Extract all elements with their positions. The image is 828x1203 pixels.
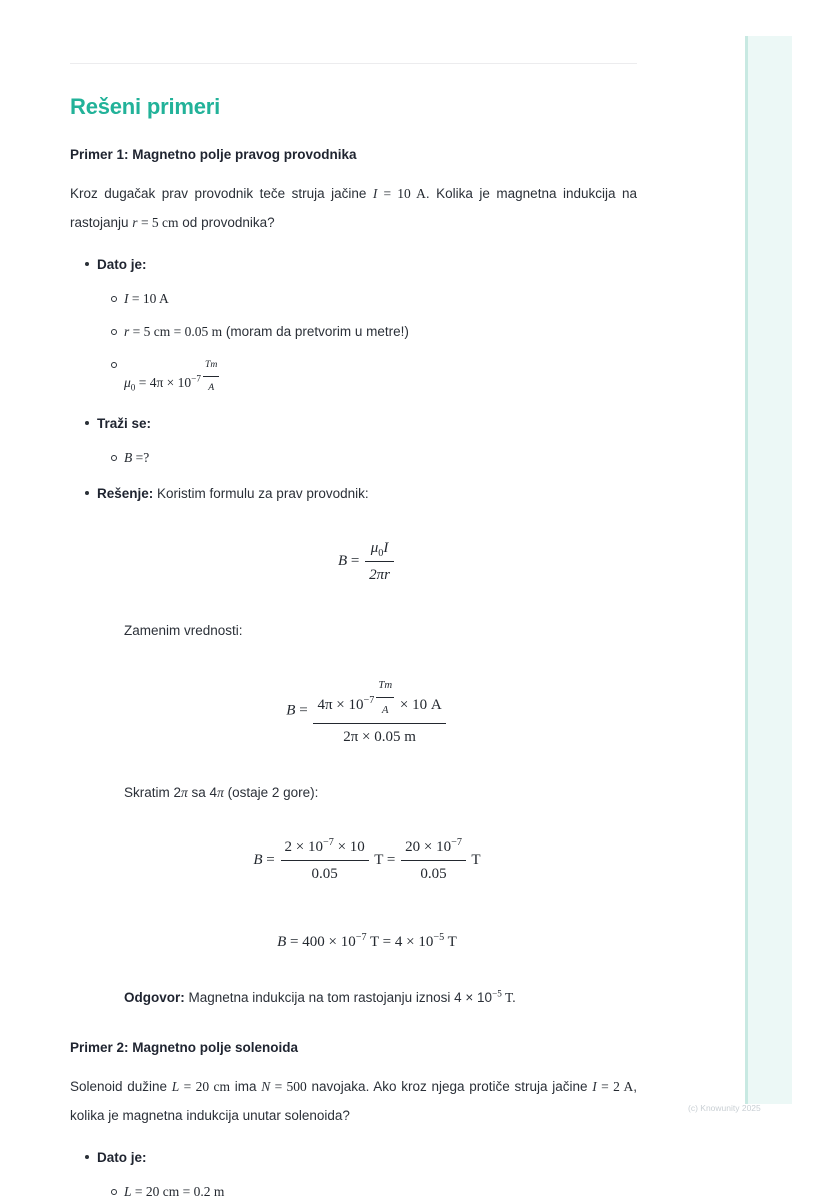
- right-decorative-strip: [745, 36, 792, 1104]
- answer-line: [124, 986, 637, 1010]
- eq2-num-b: × 10 A: [396, 697, 442, 714]
- document-content: [70, 0, 637, 1203]
- p2-value-N: = 500: [270, 1079, 307, 1094]
- given-item-current: [97, 288, 637, 310]
- find-symbol-B: B: [124, 450, 133, 465]
- answer-text-b: T.: [501, 990, 516, 1005]
- value-I: = 10 A: [377, 186, 426, 201]
- eq1-fraction: [365, 536, 394, 587]
- eq3-num2-a: 20 × 10: [405, 839, 452, 855]
- example-1-title: Primer 1: Magnetno polje pravog provodnika: [70, 147, 357, 162]
- find-item-B: [97, 447, 637, 469]
- given-symbol-I: I: [124, 291, 129, 306]
- eq4-part-c: T: [444, 934, 457, 950]
- example-2-list: [70, 1146, 637, 1203]
- p2-value-I: = 2 A: [596, 1079, 634, 1094]
- value-r: = 5 cm: [137, 215, 179, 230]
- eq3-equals-2: =: [383, 851, 400, 868]
- given-label: Dato je:: [97, 257, 147, 272]
- answer-label: Odgovor:: [124, 990, 185, 1005]
- eq2-unit-fraction: [376, 673, 394, 722]
- given-symbol-r: r: [124, 324, 130, 339]
- p2-text-d: , kolika je magnetna indukcija unutar solenoida?: [70, 1079, 637, 1123]
- mu-unit-numerator: Tm: [204, 359, 218, 370]
- p2-text-a: Solenoid dužine: [70, 1079, 172, 1094]
- eq3-equals-1: =: [262, 851, 279, 868]
- eq2-fraction: [313, 673, 445, 749]
- answer-text-a: Magnetna indukcija na tom rastojanju iznosi 4 × 10: [184, 990, 493, 1005]
- find-label: Traži se:: [97, 416, 152, 431]
- eq1-lhs: B: [338, 552, 348, 569]
- p2-symbol-I: I: [592, 1079, 597, 1094]
- p2-given-symbol-L: L: [124, 1184, 132, 1199]
- example-2-problem-statement: [70, 1072, 637, 1130]
- given-note-r: (moram da pretvorim u metre!): [222, 324, 409, 339]
- substitute-label: Zamenim vrednosti:: [124, 623, 243, 638]
- eq3-num1-exponent: −7: [322, 837, 334, 848]
- p2-symbol-N: N: [261, 1079, 271, 1094]
- eq4-lhs: B: [277, 934, 287, 950]
- cancel-text-a: Skratim 2: [124, 785, 182, 800]
- eq3-unit-2: T: [467, 851, 481, 868]
- eq2-num-a: 4π × 10: [317, 697, 364, 714]
- eq2-unit-denominator: A: [381, 704, 389, 716]
- page-title: Rešeni primeri: [70, 94, 221, 119]
- given-item-radius: [97, 321, 637, 343]
- cancel-pi-1: π: [181, 785, 188, 800]
- eq1-num-mu: μ: [370, 540, 379, 556]
- given-value-mu: = 4π × 10: [135, 374, 192, 390]
- eq3-fraction-2: [401, 835, 466, 886]
- p2-value-L: = 20 cm: [179, 1079, 230, 1094]
- symbol-I: I: [372, 186, 378, 201]
- given-value-mu-exponent: −7: [191, 373, 201, 384]
- equation-simplified: [97, 835, 637, 886]
- equation-substituted-values: [97, 673, 637, 749]
- cancel-text-b: sa 4: [187, 785, 218, 800]
- given-value-I: = 10 A: [128, 291, 169, 306]
- eq1-num-mu-sub: 0: [378, 548, 384, 559]
- example-1-problem-statement: [70, 179, 637, 237]
- problem-text-1: Kroz dugačak prav provodnik teče struja jačine: [70, 186, 373, 201]
- eq1-denominator: 2πr: [369, 567, 390, 583]
- eq1-num-I: I: [383, 540, 389, 556]
- eq3-unit-1: T: [370, 851, 384, 868]
- eq2-equals: =: [295, 702, 312, 719]
- given-value-r: = 5 cm = 0.05 m: [129, 324, 223, 339]
- eq3-num2-exponent: −7: [451, 837, 462, 848]
- eq2-num-exponent: −7: [363, 695, 375, 707]
- answer-exponent: −5: [492, 988, 502, 999]
- given-block: [70, 253, 637, 399]
- eq1-equals: =: [347, 552, 364, 569]
- solution-text: Koristim formulu za prav provodnik:: [153, 486, 369, 501]
- eq3-num1-a: 2 × 10: [284, 839, 323, 855]
- problem-text-2: . Kolika je magnetna indukcija na rastojanju: [70, 186, 638, 230]
- example-2-given-item-length: [97, 1181, 637, 1203]
- eq2-lhs: B: [286, 702, 296, 719]
- example-2-given-values-list: [97, 1181, 637, 1203]
- p2-symbol-L: L: [171, 1079, 180, 1094]
- equation-final-result: [97, 930, 637, 954]
- given-symbol-mu: μ: [124, 374, 131, 390]
- solution-label: Rešenje:: [97, 486, 154, 501]
- example-2-given-block: [70, 1146, 637, 1203]
- top-divider: [70, 63, 637, 64]
- copyright-watermark: (c) Knowunity 2025: [688, 1103, 761, 1113]
- eq3-num1-b: × 10: [333, 839, 365, 855]
- eq4-part-b: T = 4 × 10: [366, 934, 434, 950]
- eq4-part-a: = 400 × 10: [286, 934, 356, 950]
- eq2-denominator: 2π × 0.05 m: [343, 729, 416, 745]
- find-block: [70, 412, 637, 469]
- given-mu-unit-fraction: [203, 354, 219, 399]
- find-values-list: [97, 447, 637, 469]
- eq3-den2: 0.05: [420, 866, 447, 882]
- p2-text-c: navojaka. Ako kroz njega protiče struja jačine: [306, 1079, 593, 1094]
- example-2-title: Primer 2: Magnetno polje solenoida: [70, 1040, 299, 1055]
- cancel-pi-2: π: [217, 785, 224, 800]
- p2-given-value-L: = 20 cm = 0.2 m: [131, 1184, 225, 1199]
- mu-unit-denominator: A: [208, 382, 215, 393]
- symbol-r: r: [132, 215, 138, 230]
- given-item-mu0: [97, 354, 637, 399]
- example-1-list: [70, 253, 637, 1010]
- given-symbol-mu-subscript: 0: [130, 382, 136, 393]
- equation-formula-straight-conductor: [97, 536, 637, 587]
- find-value-B: =?: [132, 450, 150, 465]
- eq4-exponent-b: −5: [433, 932, 445, 943]
- given-values-list: [97, 288, 637, 399]
- solution-block: [70, 482, 637, 1010]
- eq3-den1: 0.05: [311, 866, 338, 882]
- problem-text-3: od provodnika?: [178, 215, 275, 230]
- cancel-text-c: (ostaje 2 gore):: [223, 785, 319, 800]
- eq3-lhs: B: [253, 851, 263, 868]
- example-2-given-label: Dato je:: [97, 1150, 147, 1165]
- eq4-exponent-a: −7: [355, 932, 367, 943]
- eq2-unit-numerator: Tm: [378, 679, 393, 691]
- cancel-step-label: [124, 781, 637, 805]
- eq3-fraction-1: [281, 835, 369, 886]
- p2-text-b: ima: [229, 1079, 262, 1094]
